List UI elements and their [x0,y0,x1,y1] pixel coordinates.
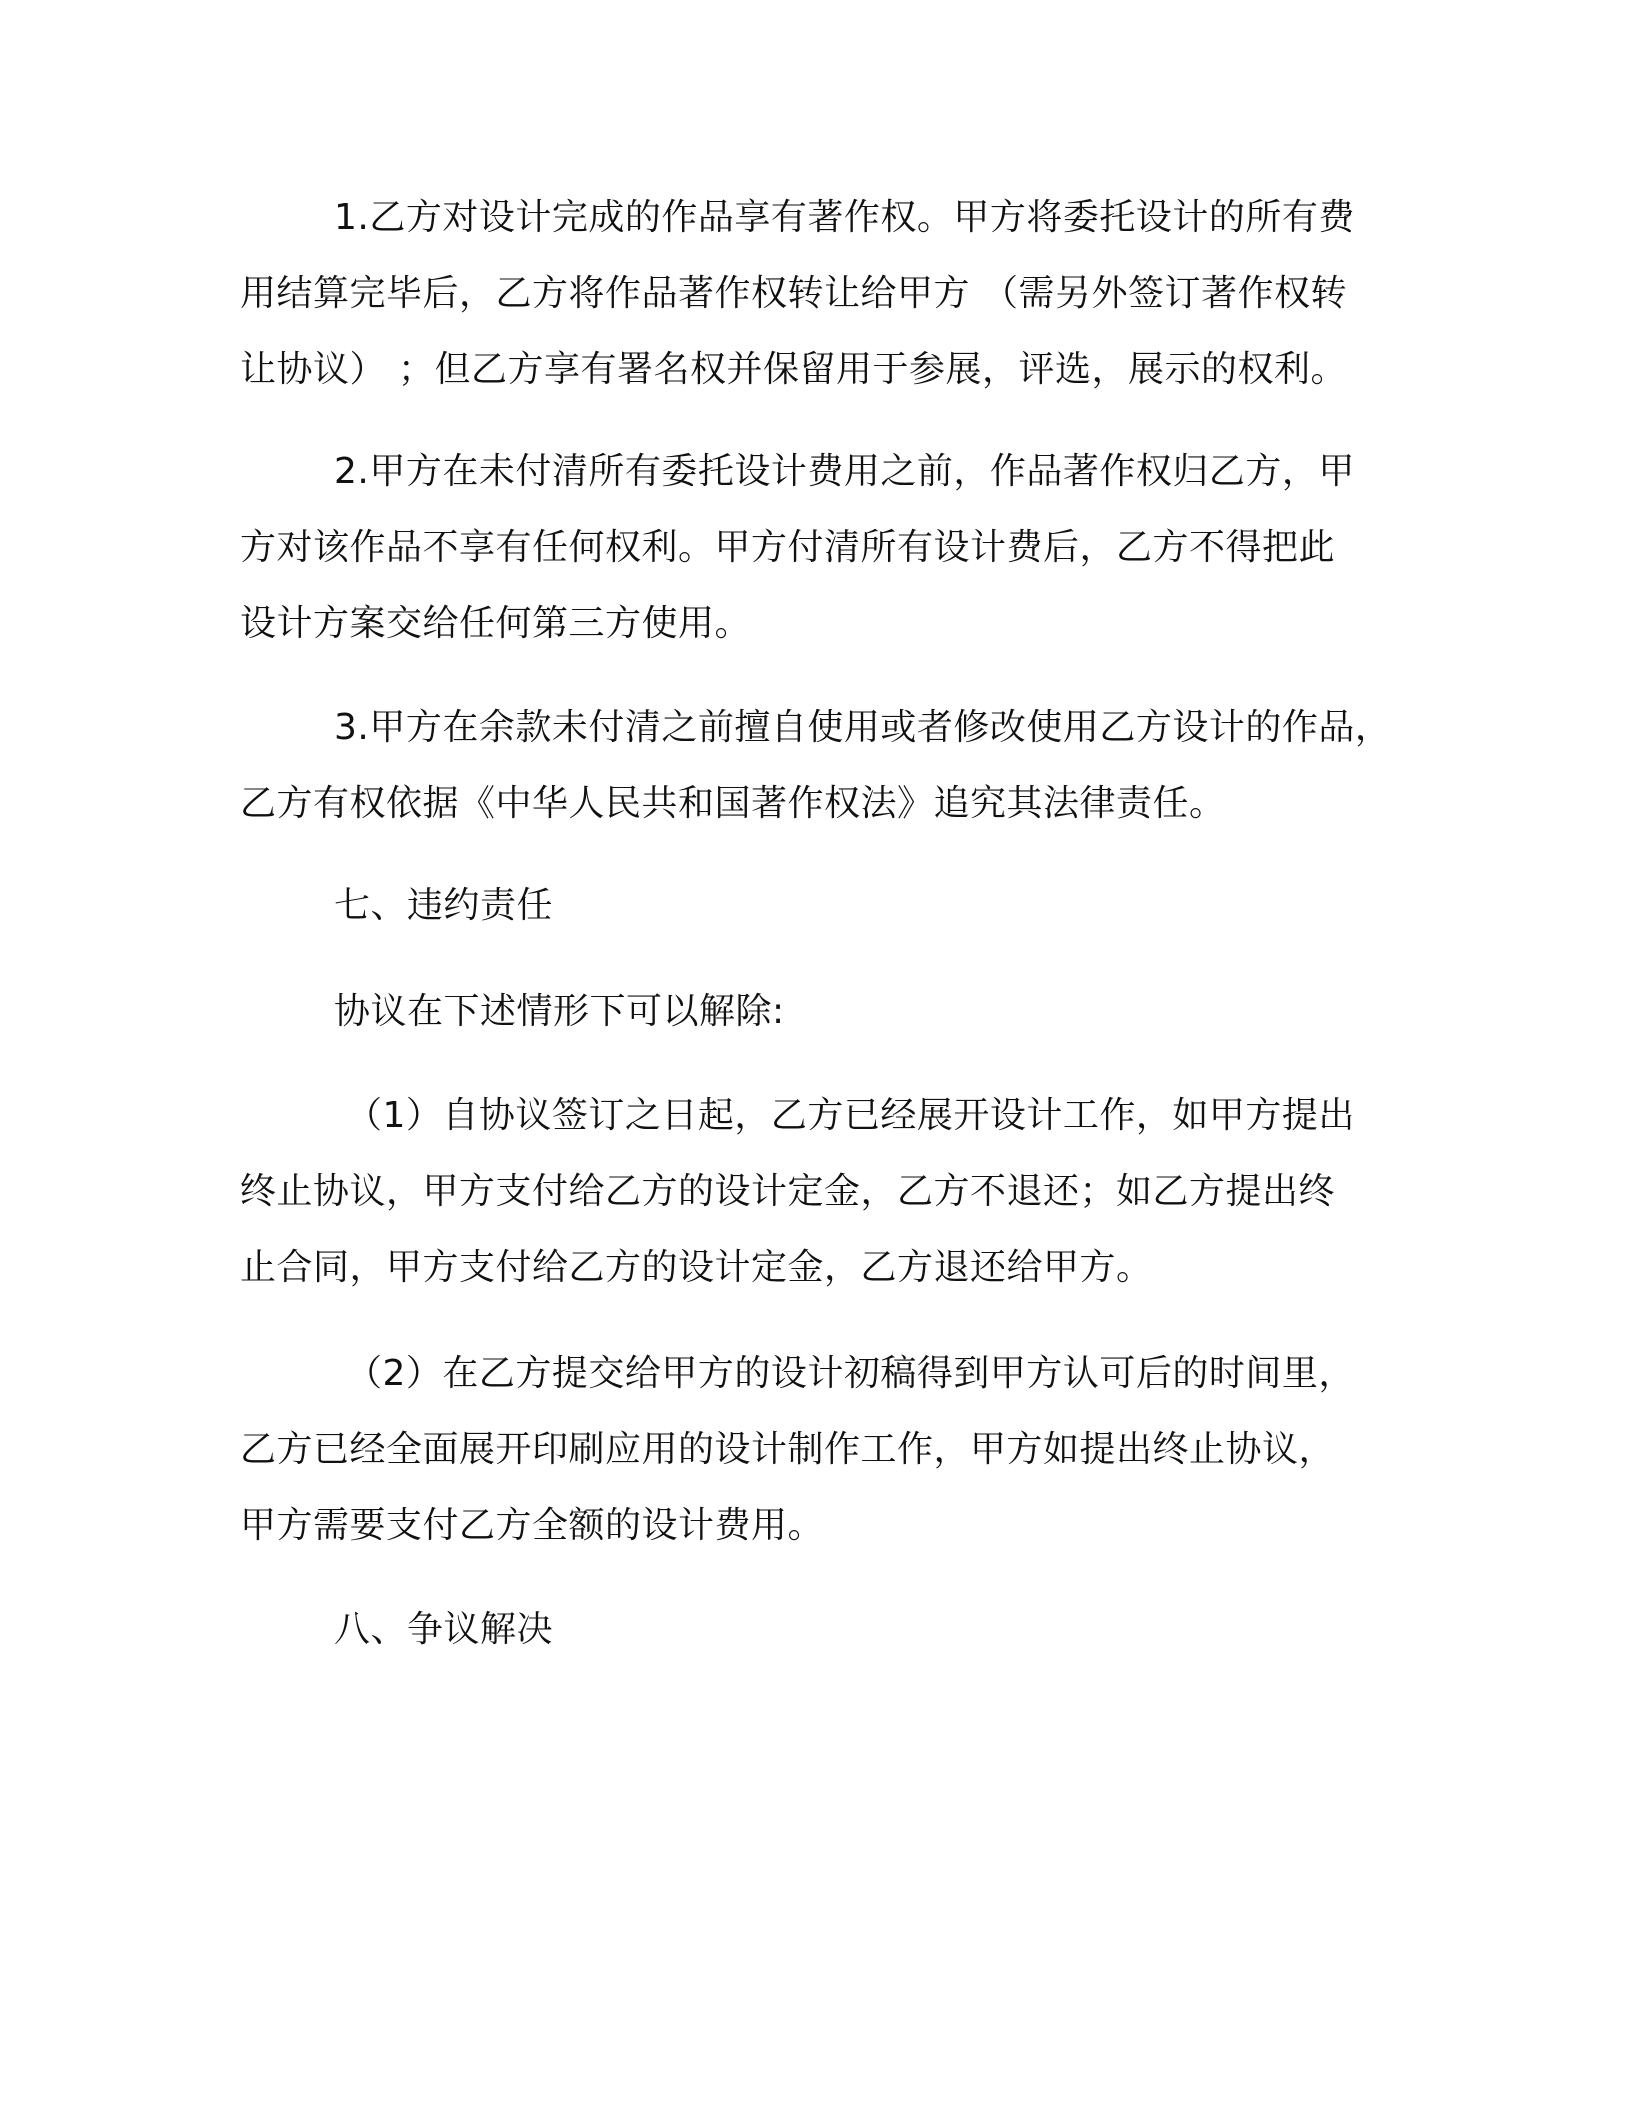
para-1-line-3: 让协议） ；但乙方享有署名权并保留用于参展，评选，展示的权利。 [240,349,1347,390]
clause-1-line-3: 止合同，甲方支付给乙方的设计定金，乙方退还给甲方。 [240,1247,1153,1288]
clause-1-line-2: 终止协议，甲方支付给乙方的设计定金，乙方不退还；如乙方提出终 [240,1171,1336,1212]
para-3-line-1: 3.甲方在余款未付清之前擅自使用或者修改使用乙方设计的作品， [334,707,1392,748]
clause-2-line-2: 乙方已经全面展开印刷应用的设计制作工作，甲方如提出终止协议， [240,1429,1336,1470]
para-2-line-3: 设计方案交给任何第三方使用。 [240,603,752,644]
clause-2-line-1: （2）在乙方提交给甲方的设计初稿得到甲方认可后的时间里， [346,1353,1355,1394]
para-3-line-2: 乙方有权依据《中华人民共和国著作权法》追究其法律责任。 [240,783,1226,824]
termination-intro: 协议在下述情形下可以解除: [334,991,785,1032]
para-2-line-1: 2.甲方在未付清所有委托设计费用之前，作品著作权归乙方，甲 [334,451,1355,492]
para-2-line-2: 方对该作品不享有任何权利。甲方付清所有设计费后，乙方不得把此 [240,527,1336,568]
para-1-line-2: 用结算完毕后，乙方将作品著作权转让给甲方 （需另外签订著作权转 [240,273,1347,314]
section-heading-7: 七、违约责任 [334,885,554,926]
section-heading-8: 八、争议解决 [334,1609,554,1650]
para-1-line-1: 1.乙方对设计完成的作品享有著作权。甲方将委托设计的所有费 [334,197,1355,238]
clause-2-line-3: 甲方需要支付乙方全额的设计费用。 [240,1505,825,1546]
clause-1-line-1: （1）自协议签订之日起，乙方已经展开设计工作，如甲方提出 [346,1095,1355,1136]
